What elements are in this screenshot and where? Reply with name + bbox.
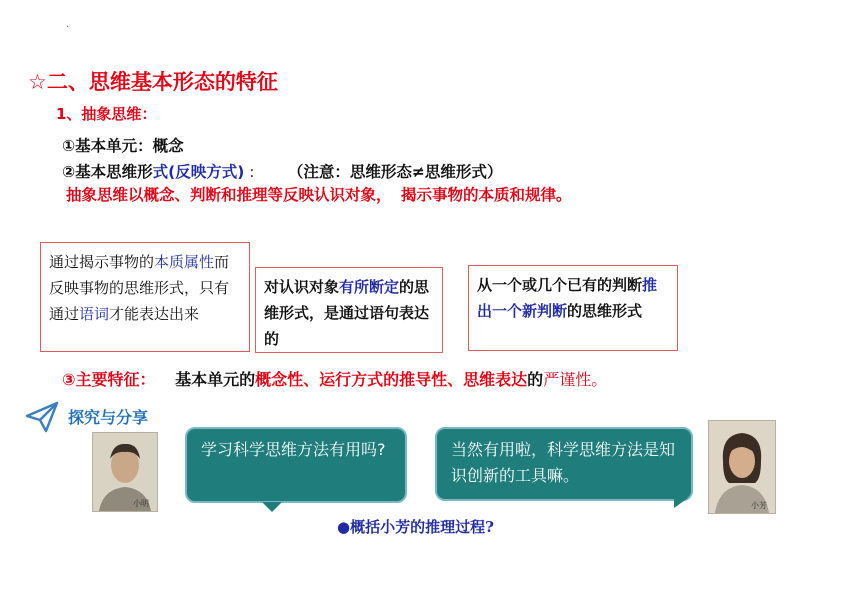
bubble-tail-left: [262, 502, 282, 512]
speech-bubble-question: 学习科学思维方法有用吗?: [185, 427, 407, 503]
concept-box: [40, 242, 250, 352]
discussion-question: ●概括小芳的推理过程?: [337, 518, 494, 536]
point-thinking-form-highlight: 式(反映方式): [152, 163, 245, 181]
abstract-thinking-summary: [66, 183, 571, 205]
judgment-highlight: 有所断定: [339, 278, 400, 296]
main-features-text-1: 基本单元的: [175, 370, 256, 389]
speech-bubble-answer: 当然有用啦，科学思维方法是知识创新的工具嘛。: [435, 427, 693, 501]
reasoning-text-2: 的思维形式: [567, 302, 643, 320]
main-features: [62, 367, 607, 390]
section-heading: 1、抽象思维：: [56, 105, 157, 123]
decorative-dot: ·: [66, 22, 70, 33]
judgment-box: [255, 267, 443, 353]
colon: :: [244, 163, 255, 181]
avatar-xiaoming-label: 小明: [133, 499, 149, 508]
main-features-text-2: 的: [527, 370, 544, 389]
avatar-xiaofang-label: 小芳: [751, 501, 767, 510]
reasoning-box: [468, 265, 678, 351]
main-features-label: ③主要特征：: [62, 370, 156, 389]
avatar-xiaoming: [92, 432, 158, 512]
main-features-highlight: 概念性、运行方式的推导性、思维表达: [255, 370, 528, 389]
summary-part3: 揭示事物的本质和规律。: [400, 186, 572, 204]
point-thinking-form-label: ②基本思维形: [62, 163, 153, 181]
concept-highlight-1: 本质属性: [154, 253, 215, 271]
concept-text-2: 而反映事物的思维形式，只有通过: [49, 253, 230, 323]
bubble-tail-right: [674, 488, 688, 508]
reasoning-highlight: 推出一个新判断: [477, 276, 658, 320]
point-basic-unit: ①基本单元：概念: [62, 137, 184, 155]
judgment-text-2: 的思维形式，是通过语句表达的: [264, 278, 430, 348]
slide-title: ☆二、思维基本形态的特征: [28, 70, 278, 94]
judgment-text-1: 对认识对象: [264, 278, 340, 296]
reasoning-text-1: 从一个或几个已有的判断: [477, 276, 643, 294]
explore-heading: 探究与分享: [68, 408, 149, 427]
avatar-xiaofang: [708, 420, 776, 514]
main-features-end: 严谨性。: [543, 370, 608, 389]
summary-part1: 抽象思维以概念、判断和推理: [66, 186, 268, 204]
paper-plane-icon: [24, 400, 60, 434]
summary-part2: 等反映认识对象，: [267, 186, 392, 204]
concept-text-1: 通过揭示事物的: [49, 253, 155, 271]
note: （注意：思维形态≠思维形式）: [287, 163, 503, 181]
concept-highlight-2: 语词: [79, 305, 110, 323]
concept-text-3: 才能表达出来: [109, 305, 200, 323]
point-thinking-form: [62, 160, 502, 182]
